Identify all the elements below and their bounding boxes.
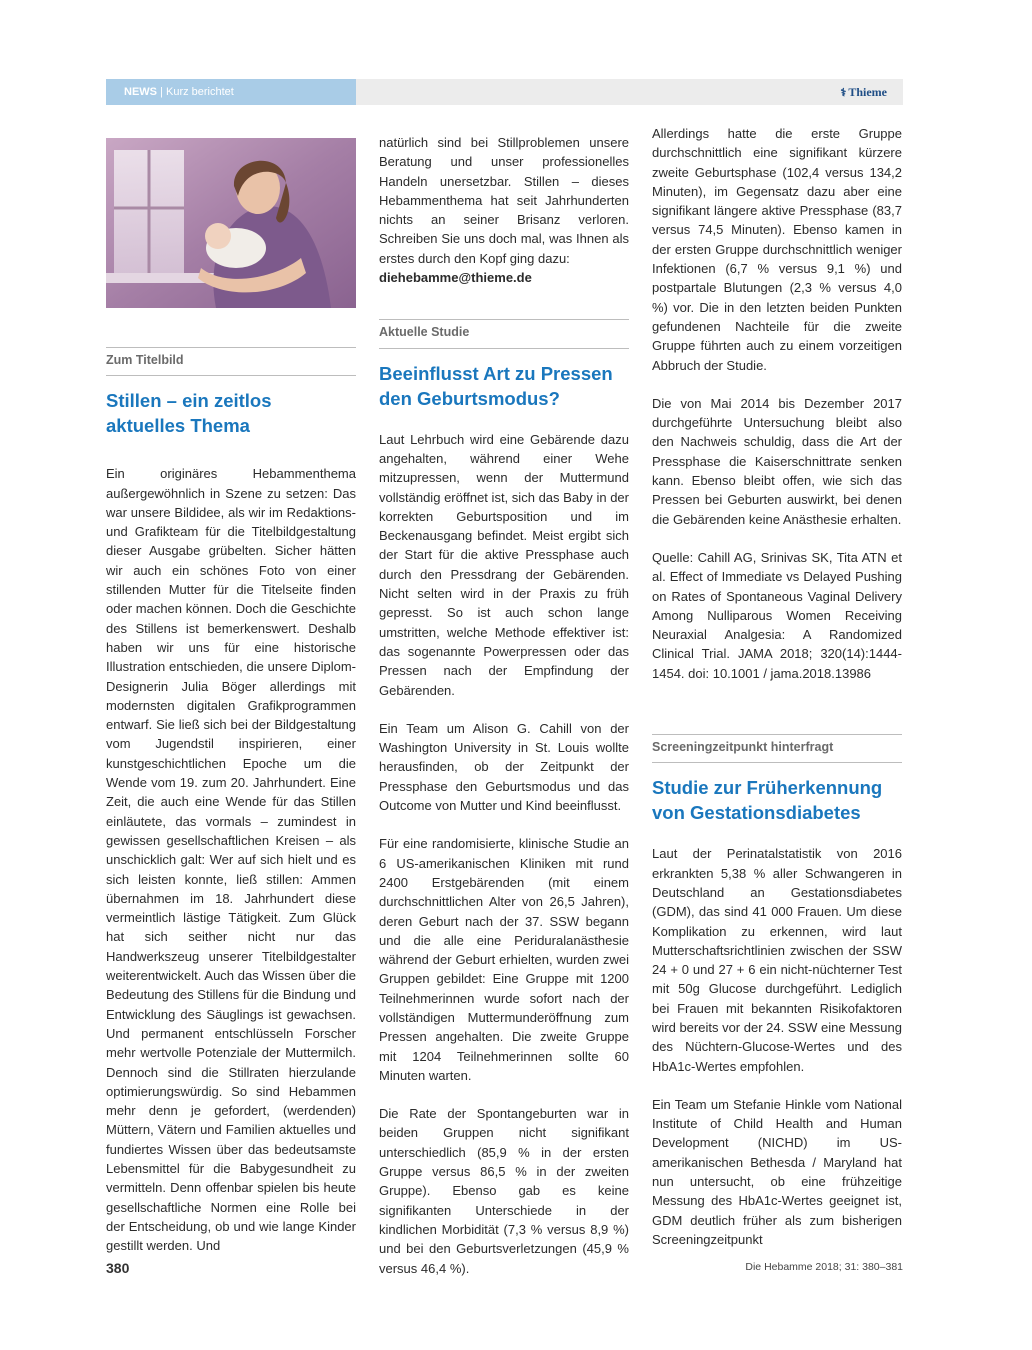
section-label-titelbild: Zum Titelbild — [106, 347, 356, 376]
source-citation: Quelle: Cahill AG, Srinivas SK, Tita ATN et al. Effect of Immediate vs Delayed Pushing on Rates of Spontaneous Vaginal Delivery Among Nulliparous Women Receiving Neuraxial Analgesia: A Randomized Clinical Trial. JAMA 2018; 320(14):1444-1454. doi: 10.1001 / jama.2018.13986 — [652, 549, 902, 681]
column-middle — [379, 133, 629, 1278]
section-tab: NEWS | Kurz berichtet — [106, 79, 356, 105]
subsection-name: Kurz berichtet — [165, 86, 234, 98]
contact-email: diehebamme@thieme.de — [379, 270, 532, 286]
column-left — [106, 347, 356, 1255]
journal-citation: Die Hebamme 2018; 31: 380–381 — [745, 1261, 903, 1273]
publisher-logo: ⚕ Thieme — [840, 85, 887, 99]
article-headline-pressen: Beeinflusst Art zu Pressen den Geburtsmodus? — [379, 362, 613, 409]
article-body-stillen-cont: natürlich sind bei Stillproblemen unsere Beratung und unser professionelles Handeln unersetzbar. Stillen – dieses Hebammenthema hat seit Jahrhunderten nichts an seiner Brisanz verloren. Schreiben Sie uns doch mal, was Ihnen als erstes durch den Kopf ging dazu: diehebamme@thieme.de — [379, 135, 629, 286]
article-body-stillen: Ein originäres Hebammenthema außergewöhnlich in Szene zu setzen: Das war unsere Bildidee, als wir im Redaktions- und Grafikteam für die Titelbildgestaltung dieser Ausgabe grübelten. Sicher hätten wir auch ein schönes Foto von einer stillenden Mutter für die Titelseite finden oder machen können. Doch die Geschichte des Stillens ist bemerkenswert. Deshalb haben wir uns für eine historische Illustration entschieden, die unsere Diplom-Designerin Julia Böger allerdings mit modernsten digitalen Grafikprogrammen entwarf. Sie ließ sich bei der Bildgestaltung vom Jugendstil inspirieren, einer kunstgeschichtlichen Epoche um die Wende vom 19. zum 20. Jahrhundert. Eine Zeit, die auch eine Wende für das Stillen einläutete, das vormals – zumindest in gewissen gesellschaftlichen Kreisen – als unschicklich galt: Wer auf sich hielt und es sich leisten konnte, ließ stillen: Ammen übernahmen im 18. Jahrhundert diese vermeintlich lästige Tätigkeit. Zum Glück hat sich seither nicht nur das Handwerkszeug unserer Titelbildgestalter weiterentwickelt. Auch das Wissen über die Bedeutung des Stillens für die Bindung und Entwicklung des Säuglings ist gewachsen. Und permanent entschlüsseln Forscher mehr wertvolle Potenziale der Muttermilch. Dennoch sind die Stillraten hierzulande optimierungswürdig. So sind Hebammen mehr denn je gefordert, (werdenden) Müttern, Vätern und Familien aktuelles und fundiertes Wissen über das bedeutsamste Lebensmittel für die Babygesundheit zu vermitteln. Denn offenbar spielen bis heute gesellschaftliche Normen eine Rolle bei der Entscheidung, ob und wie lange Kinder gestillt werden. Und — [106, 466, 356, 1254]
article-paragraph: Ein Team um Stefanie Hinkle vom National Institute of Child Health and Human Development (NICHD) im US-amerikanischen Bethesda / Maryland hat nun untersucht, ob eine frühzeitige Messung des HbA1c-Wertes geeignet ist, GDM deutlich früher als zum bisherigen Screeningzeitpunkt — [652, 1096, 902, 1247]
article-paragraph: Laut Lehrbuch wird eine Gebärende dazu angehalten, während einer Wehe mitzupressen, wenn der Muttermund vollständig eröffnet ist, sich das Baby in der korrekten Geburtsposition und im Beckenausgang befindet. Meist ergibt sich der Start für die aktive Pressphase auch durch den Pressdrang der Gebärenden. Nicht selten wird in der Praxis zu früh gepresst. So ist auch schon lange umstritten, welche Methode effektiver ist: das sogenannte Powerpressen oder das Pressen nach der Empfindung der Gebärenden. — [379, 431, 629, 698]
cover-illustration — [106, 138, 356, 308]
section-label-screening: Screeningzeitpunkt hinterfragt — [652, 734, 902, 763]
section-label-studie: Aktuelle Studie — [379, 319, 629, 348]
article-paragraph: Laut der Perinatalstatistik von 2016 erkrankten 5,38 % aller Schwangeren in Deutschland an Gestationsdiabetes (GDM), das sind 41 000 Frauen. Um diese Komplikation zu erkennen, wird laut Mutterschaftsrichtlinien zwischen der SSW 24 + 0 und 27 + 6 ein nicht-nüchterner Test mit 50g Glucose durchgeführt. Lediglich bei Frauen mit bekannten Risikofaktoren wird bereits vor der 24. SSW eine Messung des Nüchtern-Glucose-Wertes und des HbA1c-Wertes empfohlen. — [652, 846, 902, 1074]
article-paragraph: Allerdings hatte die erste Gruppe durchschnittlich eine signifikant kürzere zweite Geburtsphase (102,4 versus 134,2 Minuten), im Gegensatz dazu aber eine signifikant längere aktive Pressphase (83,7 versus 74,5 Minuten). Ebenso kamen in der ersten Gruppe durchschnittlich weniger Infektionen (6,7 % versus 9,1 %) und postpartale Blutungen (2,3 % versus 4,0 %) vor. Die in den letzten beiden Punkten gefundenen Nachteile für die zweite Gruppe führten auch zu einem vorzeitigen Abbruch der Studie. — [652, 126, 902, 373]
thieme-logo-icon: ⚕ — [840, 87, 847, 99]
article-headline-gestationsdiabetes: Studie zur Früherkennung von Gestationsdiabetes — [652, 777, 883, 824]
article-paragraph: Die von Mai 2014 bis Dezember 2017 durchgeführte Untersuchung bleibt also den Nachweis schuldig, dass die Art der Pressphase die Kaiserschnittrate senken kann. Ebenso bleibt offen, wie sich das Pressen bei Geburten auswirkt, bei denen die Gebärenden keine Anästhesie erhalten. — [652, 395, 902, 527]
article-paragraph: Ein Team um Alison G. Cahill von der Washington University in St. Louis wollte herausfinden, ob der Zeitpunkt der Pressphase den Geburtsmodus und das Outcome von Mutter und Kind beeinflusst. — [379, 720, 629, 814]
article-paragraph: Für eine randomisierte, klinische Studie an 6 US-amerikanischen Kliniken mit rund 2400 Erstgebärenden (mit einem durchschnittlichen Alter von 26,5 Jahren), deren Geburt nach der 37. SSW begann und die alle eine Periduralanästhesie während der Geburt erhielten, wurden zwei Gruppen gebildet: Eine Gruppe mit 1200 Teilnehmerinnen wurde sofort nach der vollständigen Muttermunderöffnung zum Pressen angehalten. Die zweite Gruppe mit 1204 Teilnehmerinnen sollte 60 Minuten warten. — [379, 836, 629, 1083]
section-name: NEWS — [124, 86, 157, 98]
column-right — [652, 124, 902, 1249]
article-paragraph: Die Rate der Spontangeburten war in beiden Gruppen nicht signifikant unterschiedlich (85,9 % in der ersten Gruppe versus 86,5 % in der zweiten Gruppe). Ebenso gab es keine signifikanten Unterschiede in der kindlichen Morbidität (7,3 % versus 8,9 %) und bei den Geburtsverletzungen (45,9 % versus 46,4 %). — [379, 1106, 629, 1276]
article-headline-stillen: Stillen – ein zeitlos aktuelles Thema — [106, 390, 272, 437]
running-header — [106, 79, 903, 105]
nursing-mother-illustration — [106, 138, 356, 308]
page-number: 380 — [106, 1260, 130, 1276]
